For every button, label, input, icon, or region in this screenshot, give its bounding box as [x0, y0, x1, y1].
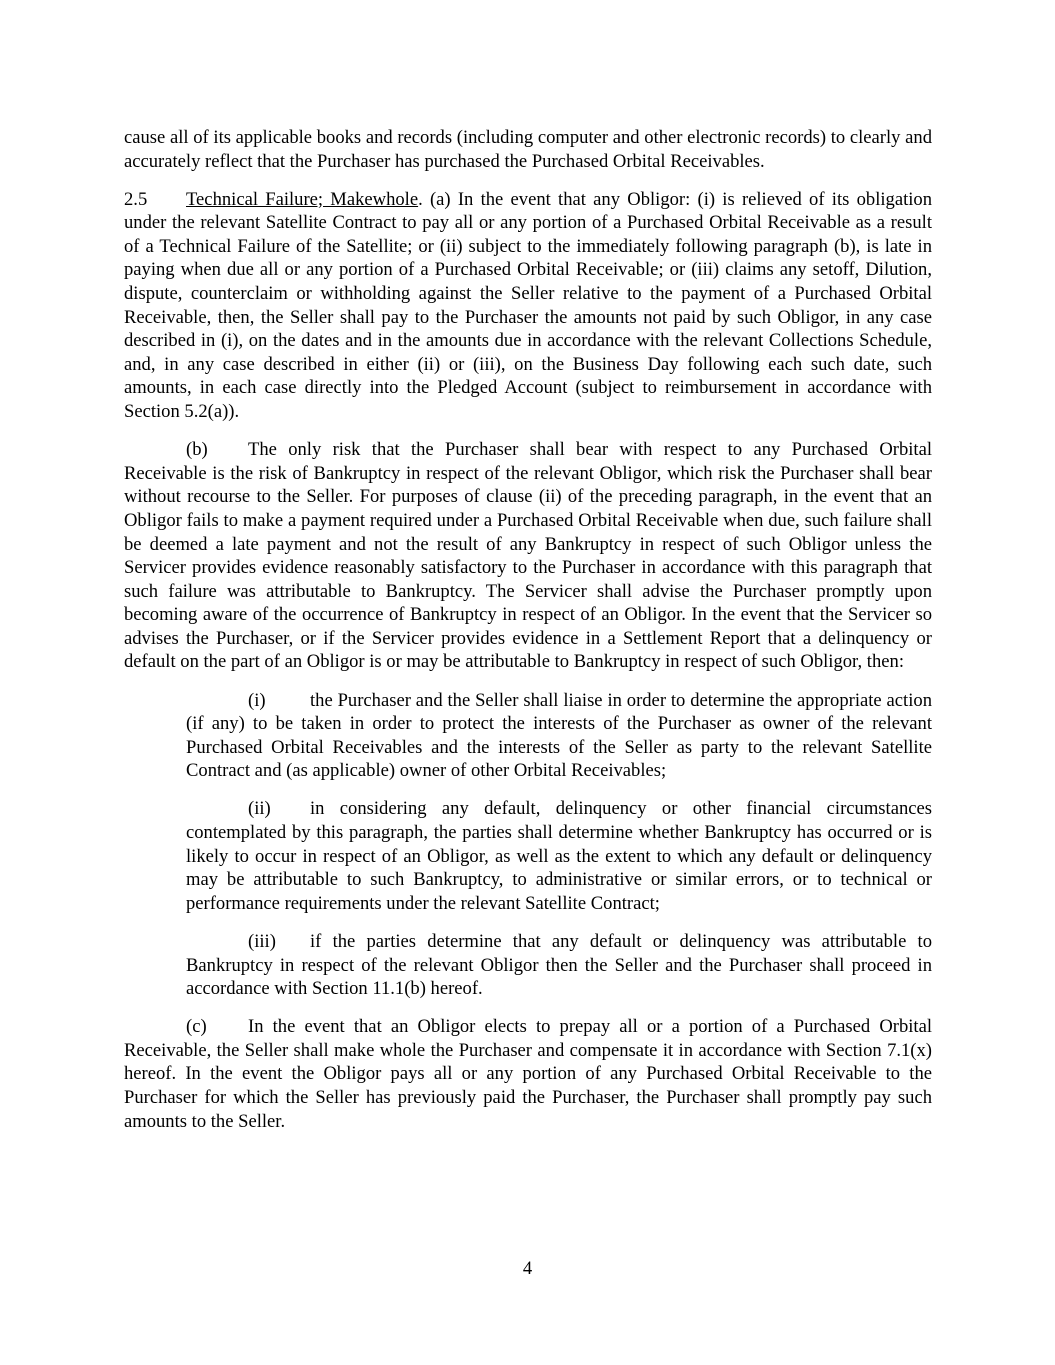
section-2-5-paragraph [124, 188, 932, 424]
section-number: 2.5 [124, 188, 148, 210]
section-heading: Technical Failure; Makewhole [186, 188, 419, 210]
paragraph-b-text: The only risk that the Purchaser shall bear with respect to any Purchased Orbital Receivable is the risk of Bankruptcy in respect of the relevant Obligor, which risk the Purchaser shall bear without recourse to the Seller. For purposes of clause (ii) of the preceding paragraph, in the event that an Obligor fails to make a payment required under a Purchased Orbital Receivable when due, such failure shall be deemed a late payment and not the result of any Bankruptcy in respect of such Obligor unless the Servicer provides evidence reasonably satisfactory to the Purchaser in accordance with this paragraph that such failure was attributable to Bankruptcy. The Servicer shall advise the Purchaser promptly upon becoming aware of the occurrence of Bankruptcy in respect of an Obligor. In the event that the Servicer so advises the Purchaser, or if the Servicer provides evidence in a Settlement Report that a delinquency or default on the part of an Obligor is or may be attributable to Bankruptcy in respect of such Obligor, then: [124, 439, 932, 673]
paragraph-c [124, 1015, 932, 1133]
section-heading-suffix: . [418, 188, 423, 210]
sub-item-iii-label: (iii) [248, 930, 276, 952]
sub-item-iii-text: if the parties determine that any default or delinquency was attributable to Bankruptcy in respect of the relevant Obligor then the Seller and the Purchaser shall proceed in accordance with Section 11.1(b) hereof. [186, 930, 932, 1000]
sub-item-ii-text: in considering any default, delinquency or other financial circumstances contemplated by this paragraph, the parties shall determine whether Bankruptcy has occurred or is likely to occur in respect of an Obligor, as well as the extent to which any default or delinquency may be attributable to such Bankruptcy, to administrative or similar errors, or to technical or performance requirements under the relevant Satellite Contract; [186, 798, 932, 914]
page-number: 4 [522, 1258, 533, 1279]
paragraph-b [124, 438, 932, 674]
intro-paragraph: cause all of its applicable books and records (including computer and other electronic records) to clearly and accurately reflect that the Purchaser has purchased the Purchased Orbital Receivables. [124, 127, 932, 172]
sub-item-i [186, 689, 932, 783]
document-page [124, 126, 932, 1133]
sub-item-iii [186, 930, 932, 1001]
sub-item-ii [186, 797, 932, 915]
sub-item-i-text: the Purchaser and the Seller shall liaise in order to determine the appropriate action (if any) to be taken in order to protect the interests of the Purchaser as owner of the relevant Purchased Orbital Receivables and the interests of the Seller as party to the relevant Satellite Contract and (as applicable) owner of other Orbital Receivables; [186, 689, 932, 782]
section-body-text: (a) In the event that any Obligor: (i) is relieved of its obligation under the relevant Satellite Contract to pay all or any portion of a Purchased Orbital Receivable as a result of a Technical Failure of the Satellite; or (ii) subject to the immediately following paragraph (b), is late in paying when due all or any portion of a Purchased Orbital Receivable; or (iii) claims any setoff, Dilution, dispute, counterclaim or withholding against the Seller relative to the payment of a Purchased Orbital Receivable, then, the Seller shall pay to the Purchaser the amounts not paid by such Obligor, in any case described in (i), on the dates and in the amounts due in accordance with the relevant Collections Schedule, and, in any case described in either (ii) or (iii), on the Business Day following each such date, such amounts, in each case directly into the Pledged Account (subject to reimbursement in accordance with Section 5.2(a)). [124, 188, 932, 423]
sub-item-ii-label: (ii) [248, 798, 271, 820]
sub-item-i-label: (i) [248, 689, 266, 711]
paragraph-b-label: (b) [186, 439, 208, 461]
paragraph-c-text: In the event that an Obligor elects to prepay all or a portion of a Purchased Orbital Receivable, the Seller shall make whole the Purchaser and compensate it in accordance with Section 7.1(x) hereof. In the event the Obligor pays all or any portion of any Purchased Orbital Receivable to the Purchaser for which the Seller has previously paid the Purchaser, the Purchaser shall promptly pay such amounts to the Seller. [124, 1016, 932, 1132]
paragraph-c-label: (c) [186, 1016, 207, 1038]
